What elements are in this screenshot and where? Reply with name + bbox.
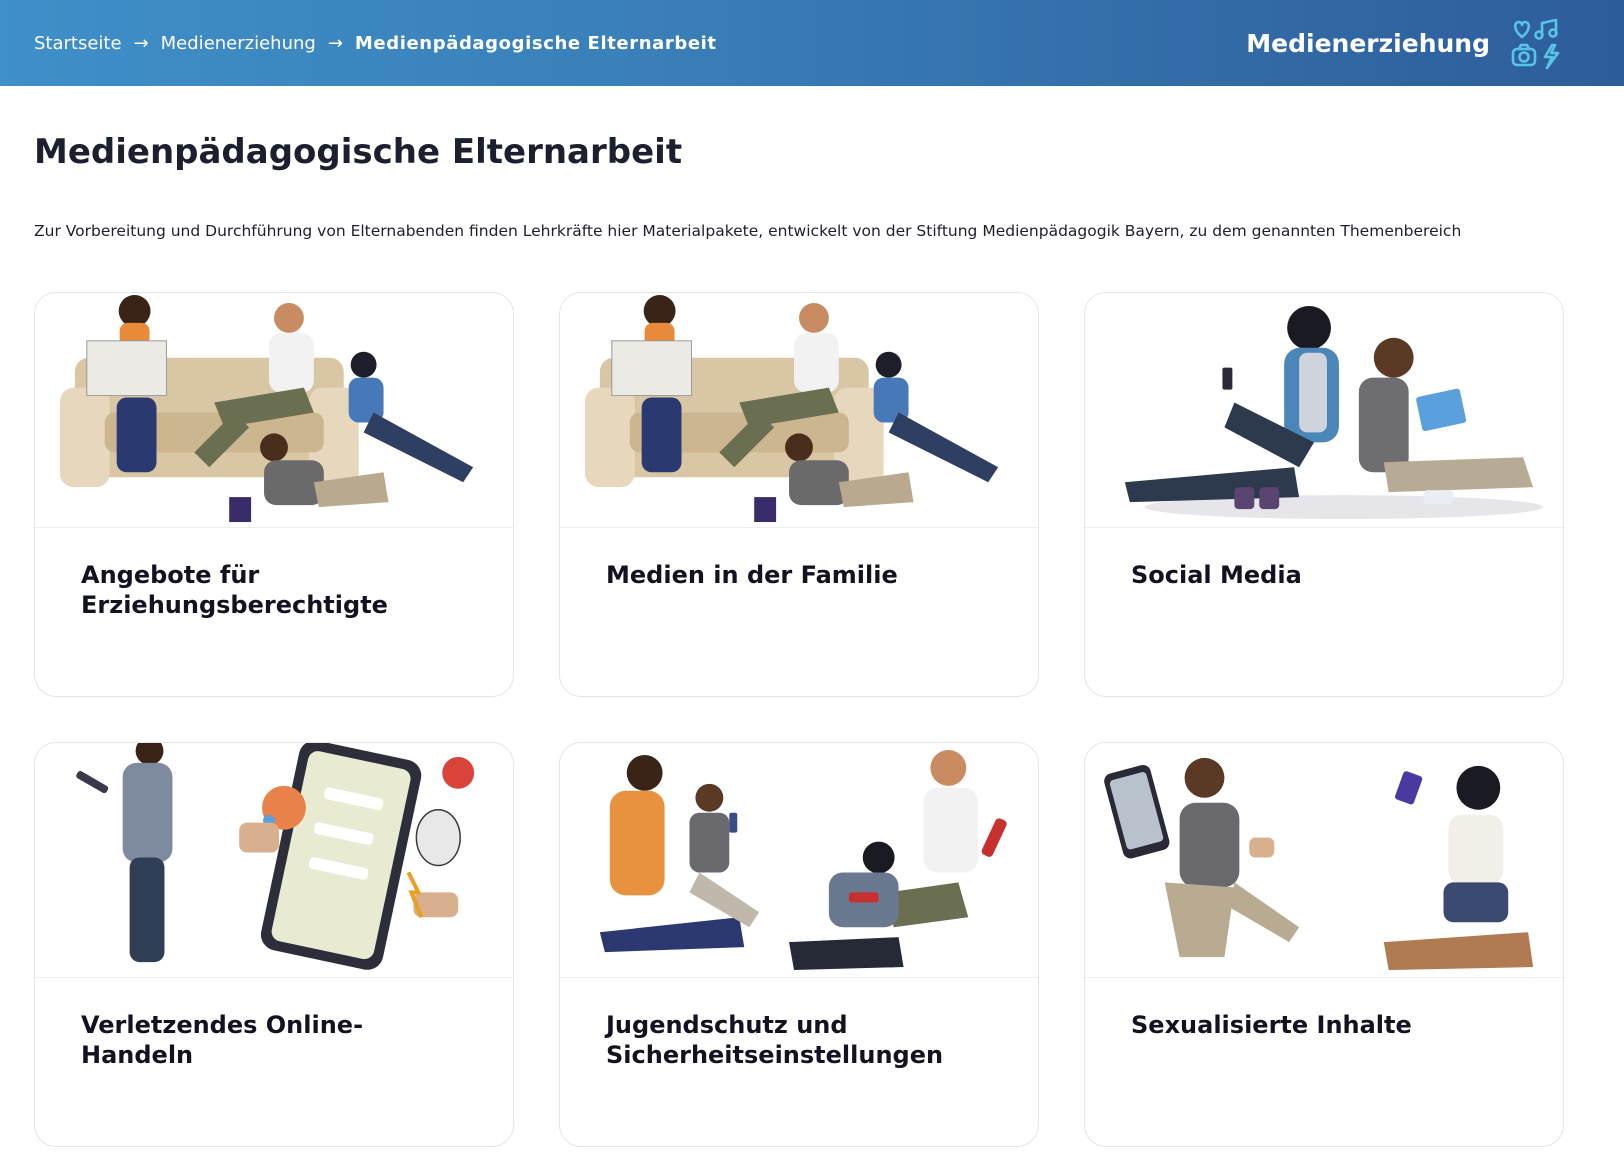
top-header [0, 0, 1624, 86]
card-title: Social Media [1131, 561, 1302, 589]
family-on-sofa-illustration [560, 293, 1038, 528]
parents-kids-settings-illustration [560, 743, 1038, 978]
breadcrumb-current: Medienpädagogische Elternarbeit [354, 32, 717, 54]
family-on-sofa-illustration [35, 293, 513, 528]
card-title: Angebote für Erziehungsberechtigte [81, 561, 388, 619]
page-title: Medienpädagogische Elternarbeit [34, 132, 683, 172]
card-title: Medien in der Familie [606, 561, 898, 589]
teens-selfie-illustration [1085, 743, 1563, 978]
arrow-right-icon: → [133, 32, 149, 54]
topic-card-social-media[interactable] [1084, 292, 1564, 697]
brand[interactable] [1246, 15, 1564, 71]
card-title: Sexualisierte Inhalte [1131, 1011, 1412, 1039]
card-title: Jugendschutz und Sicherheitseinstellungen [606, 1011, 944, 1069]
cyberbullying-chat-illustration [35, 743, 513, 978]
topic-card-medien-familie[interactable] [559, 292, 1039, 697]
topic-card-grid [34, 292, 1564, 1147]
topic-card-verletzendes-online-handeln[interactable] [34, 742, 514, 1147]
teens-with-devices-illustration [1085, 293, 1563, 528]
media-icons-logo-icon [1508, 15, 1564, 71]
breadcrumb-parent-link[interactable]: Medienerziehung [160, 32, 316, 54]
brand-title: Medienerziehung [1246, 28, 1490, 58]
arrow-right-icon: → [327, 32, 343, 54]
breadcrumb [34, 33, 717, 54]
topic-card-jugendschutz[interactable] [559, 742, 1039, 1147]
topic-card-angebote[interactable] [34, 292, 514, 697]
card-title: Verletzendes Online-Handeln [81, 1011, 364, 1069]
breadcrumb-home-link[interactable]: Startseite [34, 32, 122, 54]
topic-card-sexualisierte-inhalte[interactable] [1084, 742, 1564, 1147]
page-intro: Zur Vorbereitung und Durchführung von Elternabenden finden Lehrkräfte hier Materialpakete, entwickelt von der Stiftung Medienpädagogik Bayern, zu dem genannten Themenbereich [34, 222, 1462, 240]
